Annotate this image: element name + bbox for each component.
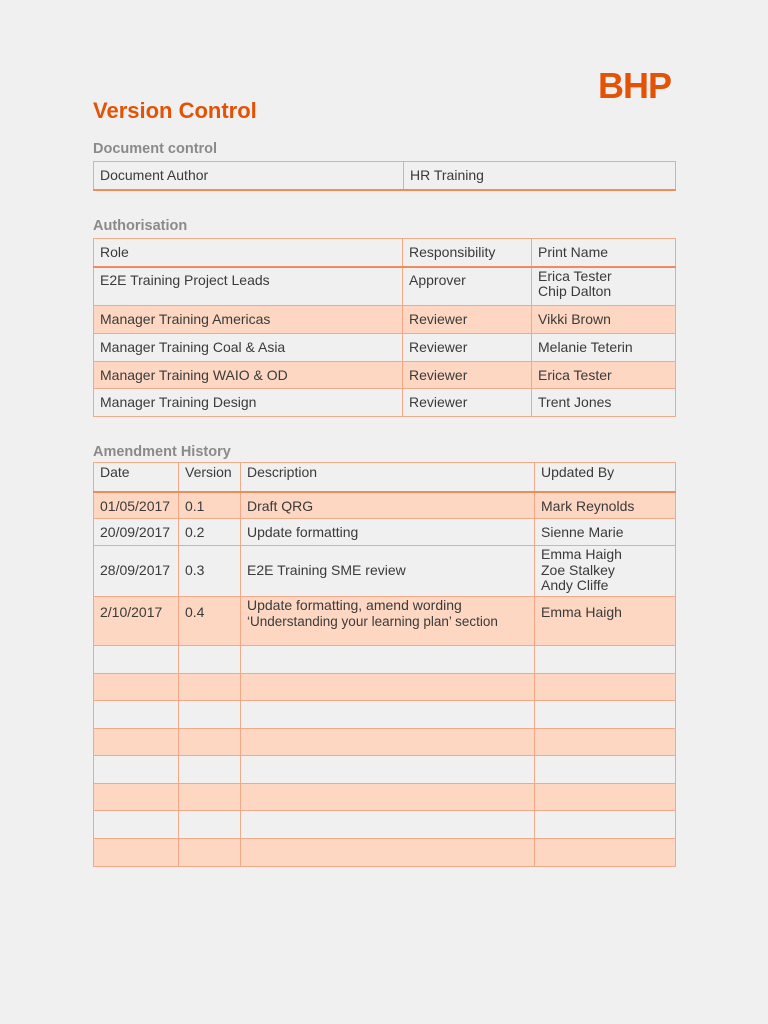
empty-row: [94, 839, 676, 867]
empty-row: [94, 811, 676, 839]
description-line: ‘Understanding your learning plan’ section: [247, 613, 498, 629]
print-name-cell: Melanie Teterin: [532, 334, 676, 362]
authorisation-header-row: [94, 239, 676, 267]
role-cell: Manager Training Coal & Asia: [94, 334, 403, 362]
description-cell: Update formatting: [241, 519, 535, 546]
column-header-date: Date: [94, 463, 179, 492]
column-header-responsibility: Responsibility: [403, 239, 532, 267]
date-cell: 2/10/2017: [94, 597, 179, 646]
table-row: [94, 306, 676, 334]
column-header-role: Role: [94, 239, 403, 267]
table-row: [94, 362, 676, 389]
table-row: [94, 492, 676, 519]
date-cell: 28/09/2017: [94, 546, 179, 597]
table-row: [94, 519, 676, 546]
amendment-history-heading: Amendment History: [93, 444, 231, 460]
table-row: [94, 597, 676, 646]
table-row: [94, 267, 676, 306]
responsibility-cell: Reviewer: [403, 334, 532, 362]
authorisation-table: [93, 238, 676, 417]
authorisation-heading: Authorisation: [93, 218, 188, 234]
print-name: Erica Tester: [538, 267, 612, 284]
version-cell: 0.2: [179, 519, 241, 546]
updated-by-cell: Mark Reynolds: [535, 492, 676, 519]
amendment-header-row: [94, 463, 676, 492]
version-cell: 0.1: [179, 492, 241, 519]
print-name-cell: Trent Jones: [532, 389, 676, 417]
updated-by-cell: [535, 546, 676, 597]
print-name: Chip Dalton: [538, 283, 612, 299]
column-header-version: Version: [179, 463, 241, 492]
updated-by-cell: Emma Haigh: [535, 597, 676, 646]
page-title: Version Control: [93, 98, 257, 123]
amendment-history-table: [93, 462, 676, 867]
responsibility-cell: Reviewer: [403, 362, 532, 389]
table-row: [94, 162, 676, 190]
column-header-description: Description: [241, 463, 535, 492]
document-control-table: [93, 161, 676, 191]
responsibility-cell: Reviewer: [403, 306, 532, 334]
empty-row: [94, 756, 676, 784]
empty-row: [94, 646, 676, 674]
role-cell: Manager Training Design: [94, 389, 403, 417]
empty-row: [94, 729, 676, 756]
responsibility-cell: Reviewer: [403, 389, 532, 417]
role-cell: Manager Training WAIO & OD: [94, 362, 403, 389]
version-cell: 0.4: [179, 597, 241, 646]
updated-by-name: Emma Haigh: [541, 546, 622, 562]
updated-by-cell: Sienne Marie: [535, 519, 676, 546]
description-cell: [241, 597, 535, 646]
print-name-cell: [532, 267, 676, 306]
updated-by-name: Andy Cliffe: [541, 577, 609, 593]
bhp-logo: BHP: [598, 65, 672, 106]
role-cell: E2E Training Project Leads: [94, 267, 403, 306]
empty-row: [94, 784, 676, 811]
updated-by-name: Zoe Stalkey: [541, 561, 615, 578]
description-cell: Draft QRG: [241, 492, 535, 519]
table-row: [94, 546, 676, 597]
print-name-cell: Vikki Brown: [532, 306, 676, 334]
column-header-updated-by: Updated By: [535, 463, 676, 492]
description-cell: E2E Training SME review: [241, 546, 535, 597]
date-cell: 20/09/2017: [94, 519, 179, 546]
column-header-print-name: Print Name: [532, 239, 676, 267]
version-cell: 0.3: [179, 546, 241, 597]
role-cell: Manager Training Americas: [94, 306, 403, 334]
document-author-label: Document Author: [94, 162, 404, 190]
print-name-cell: Erica Tester: [532, 362, 676, 389]
empty-row: [94, 701, 676, 729]
document-control-heading: Document control: [93, 141, 218, 157]
empty-row: [94, 674, 676, 701]
table-row: [94, 334, 676, 362]
description-line: Update formatting, amend wording: [247, 597, 462, 613]
responsibility-cell: Approver: [403, 267, 532, 306]
table-row: [94, 389, 676, 417]
document-author-value: HR Training: [404, 162, 676, 190]
date-cell: 01/05/2017: [94, 492, 179, 519]
